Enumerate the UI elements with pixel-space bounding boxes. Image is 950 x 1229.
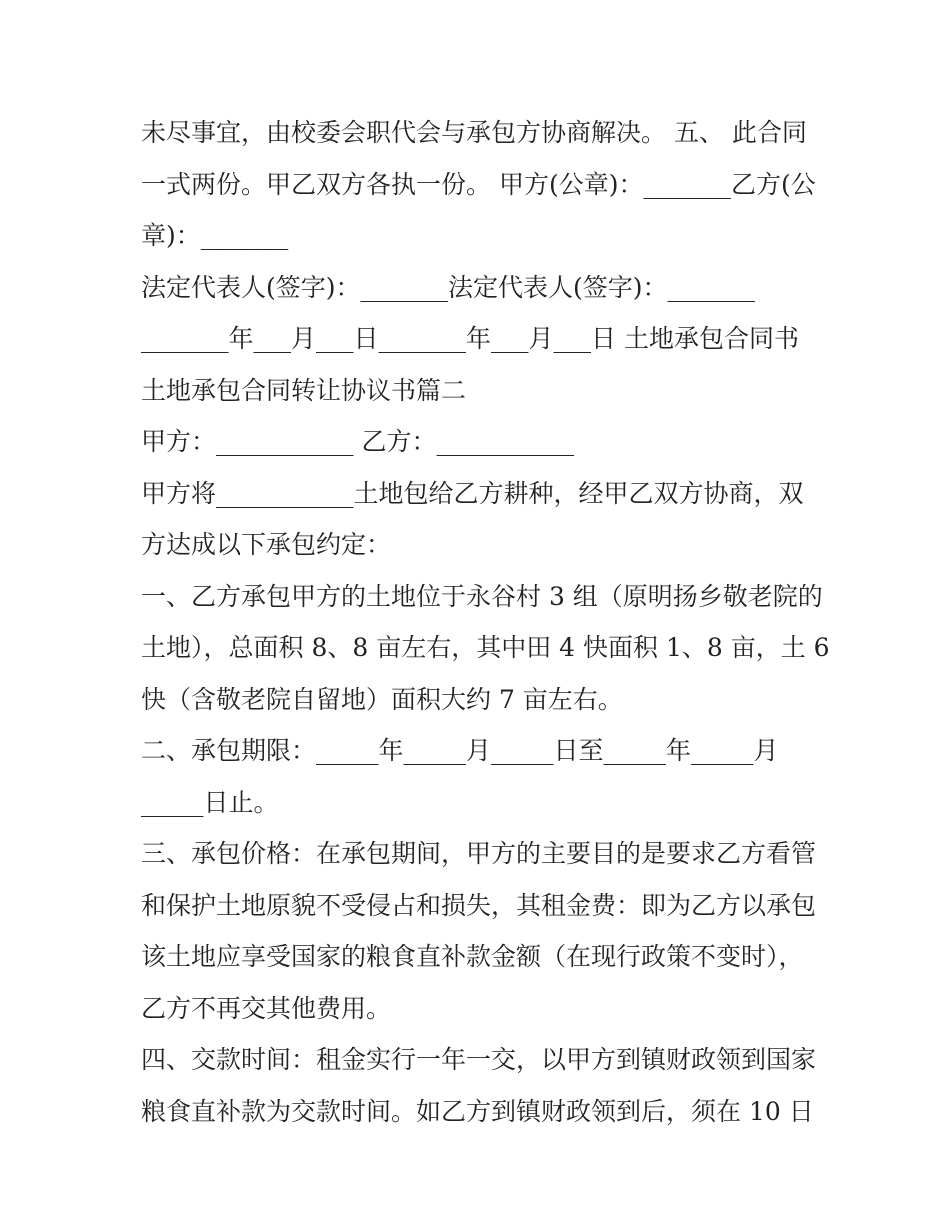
text-line: _______年___月___日_______年___月___日 土地承包合同书 [141,324,799,353]
text-line: 四、交款时间：租金实行一年一交，以甲方到镇财政领到国家 [141,1045,817,1074]
text-line: 该土地应享受国家的粮食直补款金额（在现行政策不变时）， [141,942,804,971]
text-line: 和保护土地原貌不受侵占和损失，其租金费：即为乙方以承包 [141,890,817,920]
text-line: 章)：_______ [141,221,289,250]
text-line: 土地），总面积 8、8 亩左右，其中田 4 快面积 1、8 亩，土 6 [141,633,830,662]
text-line: 未尽事宜，由校委会职代会与承包方协商解决。 五、 此合同 [141,118,807,147]
text-line: 一式两份。甲乙双方各执一份。 甲方(公章)：_______乙方(公 [141,169,816,199]
text-line: 甲方将___________土地包给乙方耕种，经甲乙双方协商，双 [141,478,804,508]
section-heading: 土地承包合同转让协议书篇二 [141,375,467,405]
document-body [141,107,830,1137]
text-line: 一、乙方承包甲方的土地位于永谷村 3 组（原明扬乡敬老院的 [141,581,823,611]
text-line: 三、承包价格：在承包期间，甲方的主要目的是要求乙方看管 [141,839,817,868]
text-line: 二、承包期限：_____年_____月_____日至_____年_____月 [141,736,779,765]
text-line: 方达成以下承包约定： [141,530,392,559]
text-line: 甲方：___________ 乙方：___________ [141,427,574,456]
text-line: 粮食直补款为交款时间。如乙方到镇财政领到后，须在 10 日 [141,1096,814,1126]
text-line: _____日止。 [141,787,279,817]
text-line: 法定代表人(签字)：_______法定代表人(签字)：_______ [141,272,756,302]
text-line: 快（含敬老院自留地）面积大约 7 亩左右。 [141,684,623,714]
text-line: 乙方不再交其他费用。 [141,993,392,1023]
